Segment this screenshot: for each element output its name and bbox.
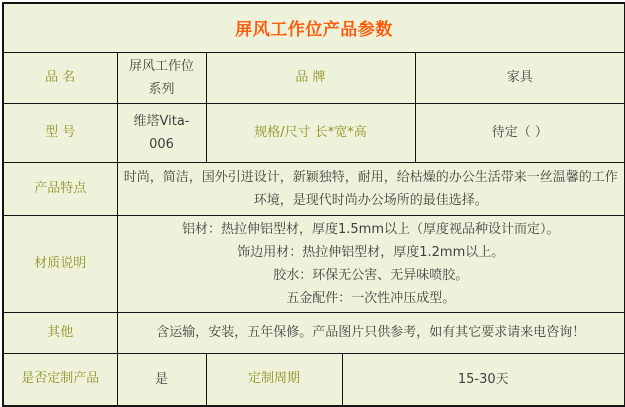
features-row [3,162,625,215]
model-label: 型 号 [3,103,117,162]
spec-size-label: 规格/尺寸 长*宽*高 [206,103,415,162]
material-line-trim: 饰边用材：热拉伸铝型材，厚度1.2mm以上。 [237,244,505,260]
material-row [3,215,625,312]
brand-value: 家具 [415,52,625,103]
product-name-value: 屏风工作位系列 [117,52,206,103]
material-label: 材质说明 [3,215,117,312]
material-line-glue: 胶水：环保无公害、无异味喷胶。 [273,267,469,283]
product-spec-table [2,2,625,407]
custom-cycle-value: 15-30天 [342,353,625,406]
other-value: 含运输，安装，五年保修。产品图片只供参考，如有其它要求请来电咨询！ [117,312,625,353]
other-label: 其他 [3,312,117,353]
brand-label: 品 牌 [206,52,415,103]
features-value: 时尚，简洁，国外引进设计，新颖独特，耐用，给枯燥的办公生活带来一丝温馨的工作环境，是现代时尚办公场所的最佳选择。 [117,162,625,215]
model-value: 维塔Vita-006 [117,103,206,162]
product-name-label: 品 名 [3,52,117,103]
name-row [3,52,625,103]
other-row [3,312,625,353]
title-row [3,3,625,52]
material-value [117,215,625,312]
page-title: 屏风工作位产品参数 [3,3,625,52]
custom-product-value: 是 [117,353,206,406]
material-line-hardware: 五金配件：一次性冲压成型。 [286,290,456,306]
custom-cycle-label: 定制周期 [206,353,342,406]
model-row [3,103,625,162]
custom-row [3,353,625,406]
features-label: 产品特点 [3,162,117,215]
material-line-aluminum: 铝材：热拉伸铝型材，厚度1.5mm以上（厚度视品种设计而定）。 [182,221,560,237]
spec-size-value: 待定（ ） [415,103,625,162]
custom-product-label: 是否定制产品 [3,353,117,406]
